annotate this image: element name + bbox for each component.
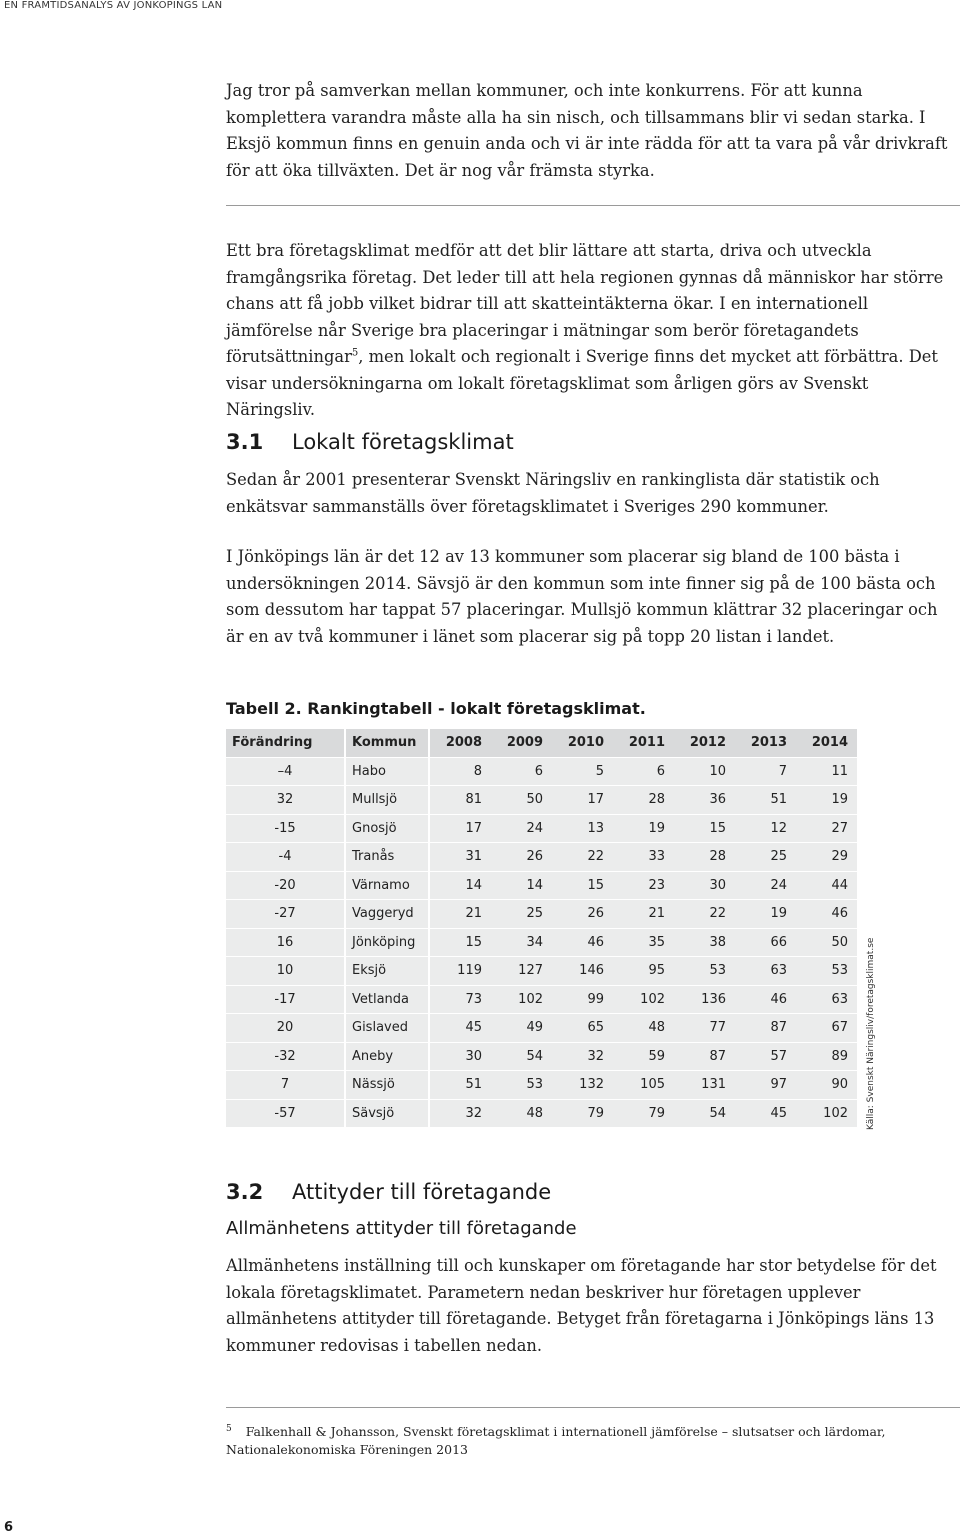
rank-cell: 6 xyxy=(613,758,674,787)
rank-cell: 14 xyxy=(430,872,491,901)
municipality-cell: Gnosjö xyxy=(346,815,430,844)
rank-cell: 22 xyxy=(552,843,613,872)
rank-cell: 46 xyxy=(796,900,857,929)
rank-cell: 51 xyxy=(430,1071,491,1100)
rank-cell: 53 xyxy=(491,1071,552,1100)
change-cell: -15 xyxy=(226,815,346,844)
rank-cell: 95 xyxy=(613,957,674,986)
table-row xyxy=(226,758,857,787)
rank-cell: 19 xyxy=(613,815,674,844)
change-cell: -4 xyxy=(226,843,346,872)
rank-cell: 119 xyxy=(430,957,491,986)
rank-cell: 105 xyxy=(613,1071,674,1100)
rank-cell: 11 xyxy=(796,758,857,787)
rank-cell: 79 xyxy=(613,1100,674,1129)
rank-cell: 19 xyxy=(735,900,796,929)
rank-cell: 15 xyxy=(552,872,613,901)
rank-cell: 90 xyxy=(796,1071,857,1100)
change-cell: 10 xyxy=(226,957,346,986)
rank-cell: 73 xyxy=(430,986,491,1015)
rank-cell: 28 xyxy=(674,843,735,872)
rank-cell: 15 xyxy=(674,815,735,844)
rank-cell: 48 xyxy=(613,1014,674,1043)
rank-cell: 102 xyxy=(613,986,674,1015)
table-row xyxy=(226,1014,857,1043)
rank-cell: 26 xyxy=(552,900,613,929)
rank-cell: 77 xyxy=(674,1014,735,1043)
rank-cell: 36 xyxy=(674,786,735,815)
body-paragraph: Sedan år 2001 presenterar Svenskt Näringsliv en rankinglista där statistik och enkätsvar sammanställs över företagsklimatet i Sveriges 290 kommuner. xyxy=(226,470,880,516)
footnote-divider xyxy=(226,1407,960,1408)
rank-cell: 67 xyxy=(796,1014,857,1043)
running-head: EN FRAMTIDSANALYS AV JÖNKÖPINGS LÄN xyxy=(4,0,223,11)
rank-cell: 26 xyxy=(491,843,552,872)
rank-cell: 44 xyxy=(796,872,857,901)
rank-cell: 35 xyxy=(613,929,674,958)
change-cell: 16 xyxy=(226,929,346,958)
rank-cell: 25 xyxy=(491,900,552,929)
table-row xyxy=(226,957,857,986)
header-cell: 2012 xyxy=(674,729,735,758)
table-title: Tabell 2. Rankingtabell - lokalt företagsklimat. xyxy=(226,699,646,718)
rank-cell: 12 xyxy=(735,815,796,844)
subheading: Allmänhetens attityder till företagande xyxy=(226,1218,577,1239)
rank-cell: 146 xyxy=(552,957,613,986)
footnote xyxy=(226,1420,946,1459)
rank-cell: 132 xyxy=(552,1071,613,1100)
header-cell: 2013 xyxy=(735,729,796,758)
rank-cell: 25 xyxy=(735,843,796,872)
rank-cell: 46 xyxy=(552,929,613,958)
rank-cell: 65 xyxy=(552,1014,613,1043)
change-cell: 7 xyxy=(226,1071,346,1100)
rank-cell: 24 xyxy=(735,872,796,901)
source-note: Källa: Svenskt Näringsliv/foretagsklimat.se xyxy=(866,937,876,1130)
table-row xyxy=(226,843,857,872)
rank-cell: 50 xyxy=(796,929,857,958)
rank-cell: 15 xyxy=(430,929,491,958)
rank-cell: 13 xyxy=(552,815,613,844)
rank-cell: 8 xyxy=(430,758,491,787)
header-cell: 2008 xyxy=(430,729,491,758)
rank-cell: 49 xyxy=(491,1014,552,1043)
table-row xyxy=(226,815,857,844)
table-row xyxy=(226,872,857,901)
rank-cell: 7 xyxy=(735,758,796,787)
rank-cell: 53 xyxy=(674,957,735,986)
footnote-text: Falkenhall & Johansson, Svenskt företagsklimat i internationell jämförelse – slutsatser och lärdomar, Nationalekonomiska Föreningen 2013 xyxy=(226,1424,886,1458)
change-cell: -57 xyxy=(226,1100,346,1129)
body-paragraph: I Jönköpings län är det 12 av 13 kommuner som placerar sig bland de 100 bästa i undersökningen 2014. Sävsjö är den kommun som inte finner sig på de 100 bästa och som dessutom har tappat 57 placeringar. Mullsjö kommun klättrar 32 placeringar och är en av två kommuner i länet som placerar sig på topp 20 listan i landet. xyxy=(226,547,938,646)
header-cell: 2010 xyxy=(552,729,613,758)
rank-cell: 5 xyxy=(552,758,613,787)
change-cell: 20 xyxy=(226,1014,346,1043)
rank-cell: 51 xyxy=(735,786,796,815)
section-number: 3.2 xyxy=(226,1180,264,1204)
rank-cell: 102 xyxy=(491,986,552,1015)
table-row xyxy=(226,786,857,815)
rank-cell: 54 xyxy=(674,1100,735,1129)
rank-cell: 30 xyxy=(430,1043,491,1072)
table-row xyxy=(226,1043,857,1072)
municipality-cell: Vaggeryd xyxy=(346,900,430,929)
change-cell: -20 xyxy=(226,872,346,901)
rank-cell: 30 xyxy=(674,872,735,901)
rank-cell: 29 xyxy=(796,843,857,872)
section-divider xyxy=(226,205,960,206)
rank-cell: 27 xyxy=(796,815,857,844)
rank-cell: 32 xyxy=(430,1100,491,1129)
quote-paragraph: Jag tror på samverkan mellan kommuner, och inte konkurrens. För att kunna komplettera varandra måste alla ha sin nisch, och tillsammans blir vi sedan starka. I Eksjö kommun finns en genuin anda och vi är inte rädda för att ta vara på vår drivkraft för att öka tillväxten. Det är nog vår främsta styrka. xyxy=(226,81,948,180)
rank-cell: 131 xyxy=(674,1071,735,1100)
table-header-row xyxy=(226,729,857,758)
rank-cell: 33 xyxy=(613,843,674,872)
municipality-cell: Tranås xyxy=(346,843,430,872)
header-cell: 2009 xyxy=(491,729,552,758)
rank-cell: 87 xyxy=(735,1014,796,1043)
municipality-cell: Mullsjö xyxy=(346,786,430,815)
change-cell: 32 xyxy=(226,786,346,815)
intro-text-part2: , men lokalt och regionalt i Sverige finns det mycket att förbättra. Det visar undersökningarna om lokalt företagsklimat som årligen görs av Svenskt Näringsliv. xyxy=(226,347,938,419)
rank-cell: 50 xyxy=(491,786,552,815)
rank-cell: 136 xyxy=(674,986,735,1015)
footnote-number: 5 xyxy=(226,1424,232,1434)
table-row xyxy=(226,900,857,929)
municipality-cell: Värnamo xyxy=(346,872,430,901)
rank-cell: 19 xyxy=(796,786,857,815)
body-paragraph: Allmänhetens inställning till och kunskaper om företagande har stor betydelse för det lokala företagsklimatet. Parametern nedan beskriver hur företagen upplever allmänhetens attityder till företagande. Betyget från företagarna i Jönköpings läns 13 kommuner redovisas i tabellen nedan. xyxy=(226,1256,937,1355)
rank-cell: 28 xyxy=(613,786,674,815)
rank-cell: 21 xyxy=(430,900,491,929)
rank-cell: 54 xyxy=(491,1043,552,1072)
rank-cell: 99 xyxy=(552,986,613,1015)
rank-cell: 97 xyxy=(735,1071,796,1100)
section-title: Lokalt företagsklimat xyxy=(292,430,514,454)
section-heading-3-1 xyxy=(226,430,514,454)
section-title: Attityder till företagande xyxy=(292,1180,552,1204)
rank-cell: 66 xyxy=(735,929,796,958)
rank-cell: 57 xyxy=(735,1043,796,1072)
rank-cell: 6 xyxy=(491,758,552,787)
rank-cell: 48 xyxy=(491,1100,552,1129)
municipality-cell: Nässjö xyxy=(346,1071,430,1100)
header-cell: Kommun xyxy=(346,729,430,758)
rank-cell: 46 xyxy=(735,986,796,1015)
ranking-table xyxy=(226,729,857,1128)
rank-cell: 63 xyxy=(735,957,796,986)
rank-cell: 81 xyxy=(430,786,491,815)
table-row xyxy=(226,1071,857,1100)
table-row xyxy=(226,1100,857,1129)
rank-cell: 21 xyxy=(613,900,674,929)
rank-cell: 34 xyxy=(491,929,552,958)
page-number: 6 xyxy=(4,1520,14,1535)
intro-paragraph xyxy=(226,238,956,424)
rank-cell: 24 xyxy=(491,815,552,844)
footnote-marker[interactable]: 5 xyxy=(351,347,359,359)
intro-text-part1: Ett bra företagsklimat medför att det blir lättare att starta, driva och utveckla framgångsrika företag. Det leder till att hela regionen gynnas då människor har större chans att få jobb vilket bidrar till att skatteintäkterna ökar. I en internationell jämförelse når Sverige bra placeringar i mätningar som berör företagandets förutsättningar xyxy=(226,241,944,366)
municipality-cell: Gislaved xyxy=(346,1014,430,1043)
rank-cell: 79 xyxy=(552,1100,613,1129)
municipality-cell: Habo xyxy=(346,758,430,787)
header-cell: Förändring xyxy=(226,729,346,758)
rank-cell: 45 xyxy=(735,1100,796,1129)
change-cell: -27 xyxy=(226,900,346,929)
municipality-cell: Vetlanda xyxy=(346,986,430,1015)
rank-cell: 22 xyxy=(674,900,735,929)
header-cell: 2011 xyxy=(613,729,674,758)
rank-cell: 17 xyxy=(552,786,613,815)
rank-cell: 10 xyxy=(674,758,735,787)
table-row xyxy=(226,986,857,1015)
section-heading-3-2 xyxy=(226,1180,551,1204)
change-cell: -17 xyxy=(226,986,346,1015)
municipality-cell: Aneby xyxy=(346,1043,430,1072)
rank-cell: 32 xyxy=(552,1043,613,1072)
rank-cell: 63 xyxy=(796,986,857,1015)
rank-cell: 127 xyxy=(491,957,552,986)
rank-cell: 17 xyxy=(430,815,491,844)
rank-cell: 38 xyxy=(674,929,735,958)
rank-cell: 102 xyxy=(796,1100,857,1129)
rank-cell: 23 xyxy=(613,872,674,901)
rank-cell: 31 xyxy=(430,843,491,872)
municipality-cell: Sävsjö xyxy=(346,1100,430,1129)
municipality-cell: Eksjö xyxy=(346,957,430,986)
rank-cell: 14 xyxy=(491,872,552,901)
table-body xyxy=(226,758,857,1129)
change-cell: -32 xyxy=(226,1043,346,1072)
municipality-cell: Jönköping xyxy=(346,929,430,958)
rank-cell: 53 xyxy=(796,957,857,986)
table-row xyxy=(226,929,857,958)
header-cell: 2014 xyxy=(796,729,857,758)
change-cell: –4 xyxy=(226,758,346,787)
rank-cell: 45 xyxy=(430,1014,491,1043)
rank-cell: 87 xyxy=(674,1043,735,1072)
rank-cell: 89 xyxy=(796,1043,857,1072)
rank-cell: 59 xyxy=(613,1043,674,1072)
section-number: 3.1 xyxy=(226,430,264,454)
